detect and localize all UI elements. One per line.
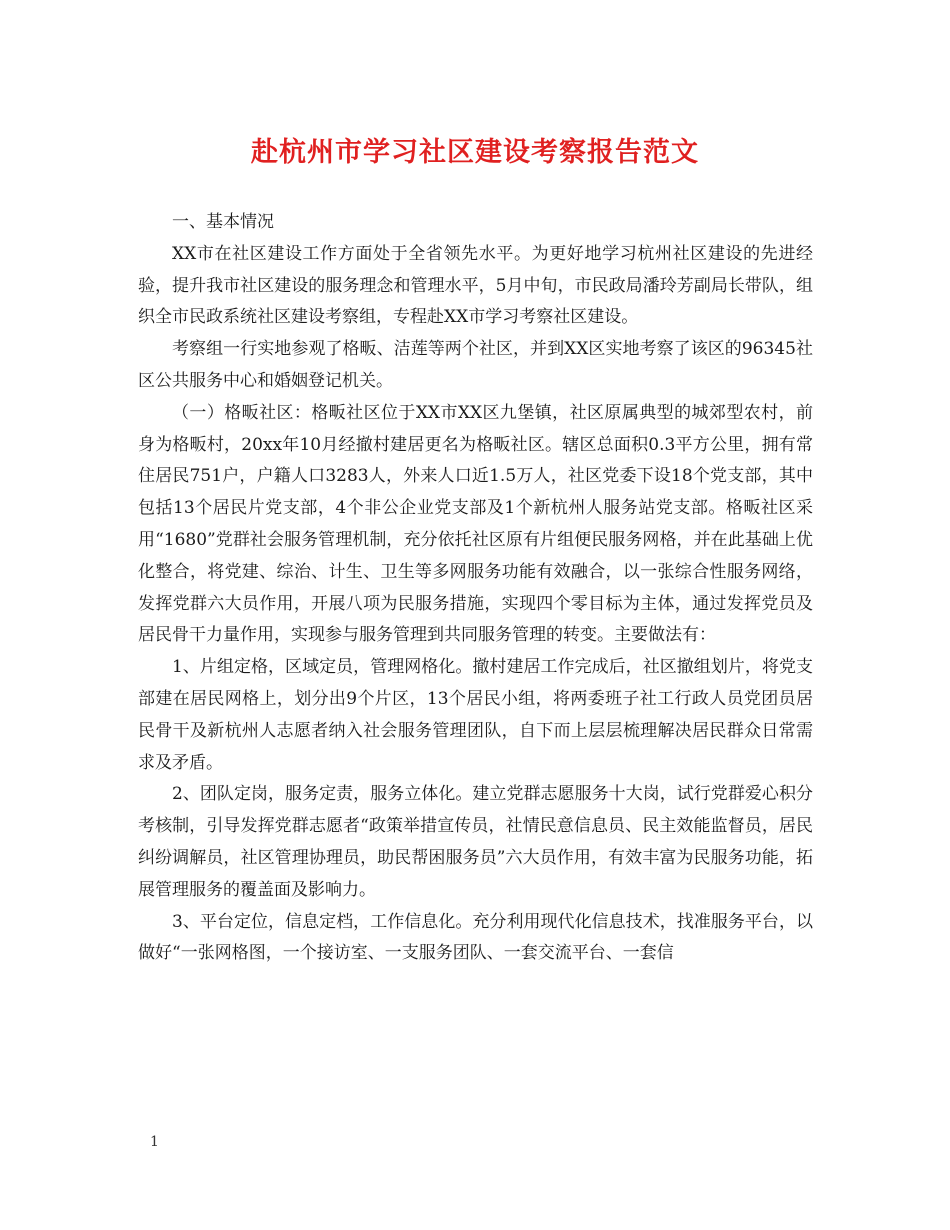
paragraph: XX市在社区建设工作方面处于全省领先水平。为更好地学习杭州社区建设的先进经验，提升我市社区建设的服务理念和管理水平，5月中旬，市民政局潘玲芳副局长带队，组织全市民政系统社区建设考察组，专程赴XX市学习考察社区建设。	[138, 243, 813, 328]
page-number: 1	[150, 1134, 159, 1150]
paragraph: 3、平台定位，信息定档，工作信息化。充分利用现代化信息技术，找准服务平台，以做好“一张网格图，一个接访室、一支服务团队、一套交流平台、一套信	[138, 911, 813, 964]
paragraph: 2、团队定岗，服务定责，服务立体化。建立党群志愿服务十大岗，试行党群爱心积分考核制，引导发挥党群志愿者“政策举措宣传员，社情民意信息员、民主效能监督员，居民纠纷调解员，社区管理协理员，助民帮困服务员”六大员作用，有效丰富为民服务功能，拓展管理服务的覆盖面及影响力。	[138, 784, 813, 900]
paragraph: 1、片组定格，区域定员，管理网格化。撤村建居工作完成后，社区撤组划片，将党支部建在居民网格上，划分出9个片区，13个居民小组，将两委班子社工行政人员党团员居民骨干及新杭州人志愿者纳入社会服务管理团队，自下而上层层梳理解决居民群众日常需求及矛盾。	[138, 657, 813, 773]
paragraph: 考察组一行实地参观了格畈、洁莲等两个社区，并到XX区实地考察了该区的96345社区公共服务中心和婚姻登记机关。	[138, 339, 813, 391]
document-title: 赴杭州市学习社区建设考察报告范文	[251, 137, 699, 168]
paragraph: （一）格畈社区：格畈社区位于XX市XX区九堡镇，社区原属典型的城郊型农村，前身为格畈村，20xx年10月经撤村建居更名为格畈社区。辖区总面积0.3平方公里，拥有常住居民751户，户籍人口3283人，外来人口近1.5万人，社区党委下设18个党支部，其中包括13个居民片党支部，4个非公企业党支部及1个新杭州人服务站党支部。格畈社区采用“1680”党群社会服务管理机制，充分依托社区原有片组便民服务网格，并在此基础上优化整合，将党建、综治、计生、卫生等多网服务功能有效融合，以一张综合性服务网络，发挥党群六大员作用，开展八项为民服务措施，实现四个零目标为主体，通过发挥党员及居民骨干力量作用，实现参与服务管理到共同服务管理的转变。主要做法有：	[138, 402, 813, 646]
document-body	[138, 207, 813, 970]
section-heading: 一、基本情况	[172, 212, 274, 232]
